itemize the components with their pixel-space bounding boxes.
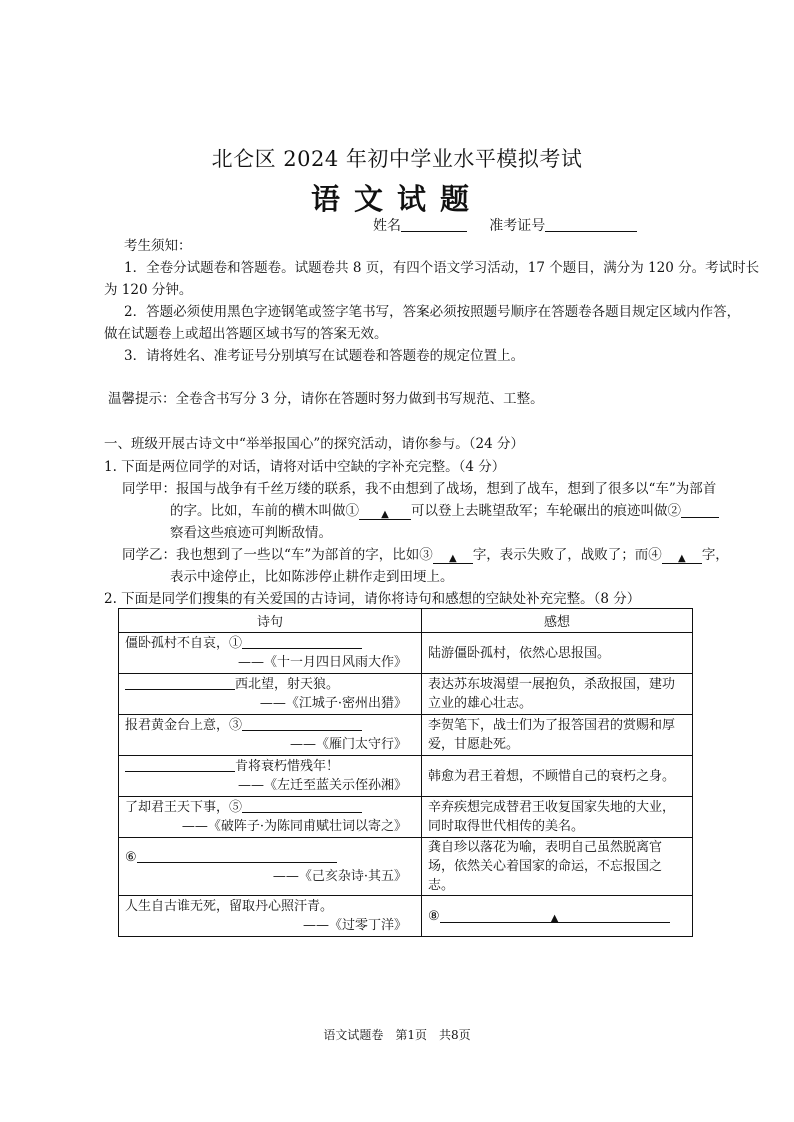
tip-text: 温馨提示：全卷含书写分 3 分，请你在答题时努力做到书写规范、工整。 (108, 391, 544, 407)
poem-cell (119, 838, 422, 896)
dialogue-b-line-1 (122, 544, 729, 566)
triangle-icon: ▲ (550, 912, 559, 924)
dialogue-a-text-1: 的字。比如，车前的横木叫做① (170, 503, 359, 519)
table-row (119, 674, 693, 715)
blank-2[interactable] (681, 501, 719, 518)
notice-item-1-cont: 为 120 分钟。 (104, 282, 193, 298)
thought-cell: 龚自珍以落花为喻，表明自己虽然脱离官场，依然关心着国家的命运，不忘报国之志。 (422, 838, 693, 896)
table-row (119, 797, 693, 838)
notice-item-3: 3．请将姓名、准考证号分别填写在试题卷和答题卷的规定位置上。 (124, 348, 525, 364)
notice-item-1: 1．全卷分试题卷和答题卷。试题卷共 8 页，有四个语文学习活动，17 个题目，满分为 120 分。考试时长 (124, 260, 760, 276)
section-1-heading: 一、班级开展古诗文中“举举报国心”的探究活动，请你参与。（24 分） (104, 436, 525, 452)
poem-cell (119, 674, 422, 715)
dialogue-a-line-2 (170, 500, 719, 522)
poem-text: 了却君王天下事，⑤ (125, 800, 243, 815)
thought-cell: 陆游僵卧孤村，依然心思报国。 (422, 633, 693, 674)
dialogue-b-text-1: 同学乙：我也想到了一些以“车”为部首的字，比如③ (122, 547, 433, 563)
poem-text: ⑥ (125, 849, 137, 865)
poem-text: 人生自古谁无死，留取丹心照汗青。 (125, 899, 334, 914)
table-row (119, 715, 693, 756)
question-2: 2. 下面是同学们搜集的有关爱国的古诗词，请你将诗句和感想的空缺处补充完整。（8 分） (104, 591, 641, 607)
notice-item-2: 2．答题必须使用黑色字迹钢笔或签字笔书写，答案必须按照题号顺序在答题卷各题目规定区域内作答， (124, 304, 741, 320)
poem-cell (119, 797, 422, 838)
thought-blank[interactable] (440, 909, 670, 923)
poem-blank[interactable] (125, 676, 235, 690)
notice-heading: 考生须知： (124, 238, 192, 254)
blank-4[interactable] (662, 547, 702, 564)
poem-source: ——《十一月四日风雨大作》 (237, 655, 407, 670)
thought-cell (422, 896, 693, 937)
table-header-row (119, 609, 693, 633)
name-field[interactable] (401, 217, 467, 232)
thought-cell: 李贺笔下，战士们为了报答国君的赏赐和厚爱，甘愿赴死。 (422, 715, 693, 756)
id-label: 准考证号 (489, 218, 546, 234)
thought-text: ⑧ (428, 908, 440, 924)
table-row (119, 896, 693, 937)
poem-cell (119, 715, 422, 756)
blank-3[interactable] (433, 547, 473, 564)
poem-blank[interactable] (242, 799, 362, 813)
poem-text: 西北望，射天狼。 (235, 677, 340, 692)
poem-source: ——《雁门太守行》 (289, 737, 407, 752)
poem-text: 肯将衰朽惜残年！ (235, 759, 340, 774)
poem-blank[interactable] (242, 717, 362, 731)
poem-text: 僵卧孤村不自哀，① (125, 636, 243, 651)
table-row (119, 838, 693, 896)
table-row (119, 756, 693, 797)
triangle-icon: ▲ (448, 553, 457, 564)
dialogue-b-text-2: 字，表示失败了，战败了；而④ (472, 547, 662, 563)
thought-cell: 辛弃疾想完成替君王收复国家失地的大业，同时取得世代相传的美名。 (422, 797, 693, 838)
dialogue-a-line-3: 察看这些痕迹可判断敌情。 (170, 525, 332, 541)
poem-blank[interactable] (137, 849, 337, 863)
notice-item-2-cont: 做在试题卷上或超出答题区域书写的答案无效。 (104, 326, 388, 342)
dialogue-a-text-2: 可以登上去眺望敌军；车轮碾出的痕迹叫做② (411, 503, 681, 519)
exam-subject-title: 语文试题 (310, 182, 483, 216)
poem-source: ——《过零丁洋》 (302, 918, 407, 933)
poem-source: ——《江城子·密州出猎》 (259, 696, 407, 711)
poem-cell (119, 633, 422, 674)
column-header-thought: 感想 (422, 609, 693, 633)
poem-source: ——《左迁至蓝关示侄孙湘》 (237, 778, 407, 793)
table-row (119, 633, 693, 674)
poem-source: ——《己亥杂诗·其五》 (272, 868, 407, 884)
page-title: 北仑区 2024 年初中学业水平模拟考试 (211, 147, 583, 171)
triangle-icon: ▲ (381, 509, 389, 520)
dialogue-a-line-1: 同学甲：报国与战争有千丝万缕的联系，我不由想到了战场，想到了战车，想到了很多以“车”为部首 (122, 481, 717, 497)
thought-cell: 表达苏东坡渴望一展抱负，杀敌报国，建功立业的雄心壮志。 (422, 674, 693, 715)
dialogue-b-line-2: 表示中途停止，比如陈涉停止耕作走到田埂上。 (170, 569, 454, 585)
page-footer: 语文试题卷 第1页 共8页 (323, 1028, 471, 1042)
name-label: 姓名 (373, 218, 401, 234)
poem-source: ——《破阵子·为陈同甫赋壮词以寄之》 (181, 819, 407, 834)
id-field[interactable] (545, 217, 637, 232)
poem-cell (119, 896, 422, 937)
dialogue-b-text-3: 字， (701, 547, 729, 563)
poem-blank[interactable] (125, 758, 235, 772)
triangle-icon: ▲ (677, 553, 686, 564)
candidate-info-line (373, 215, 637, 235)
poems-table (118, 608, 693, 937)
column-header-poem: 诗句 (119, 609, 422, 633)
poem-blank[interactable] (242, 635, 362, 649)
thought-cell: 韩愈为君王着想，不顾惜自己的衰朽之身。 (422, 756, 693, 797)
question-1: 1. 下面是两位同学的对话，请将对话中空缺的字补充完整。（4 分） (104, 459, 506, 475)
poem-cell (119, 756, 422, 797)
poem-text: 报君黄金台上意，③ (125, 718, 243, 733)
blank-1[interactable] (359, 503, 411, 520)
